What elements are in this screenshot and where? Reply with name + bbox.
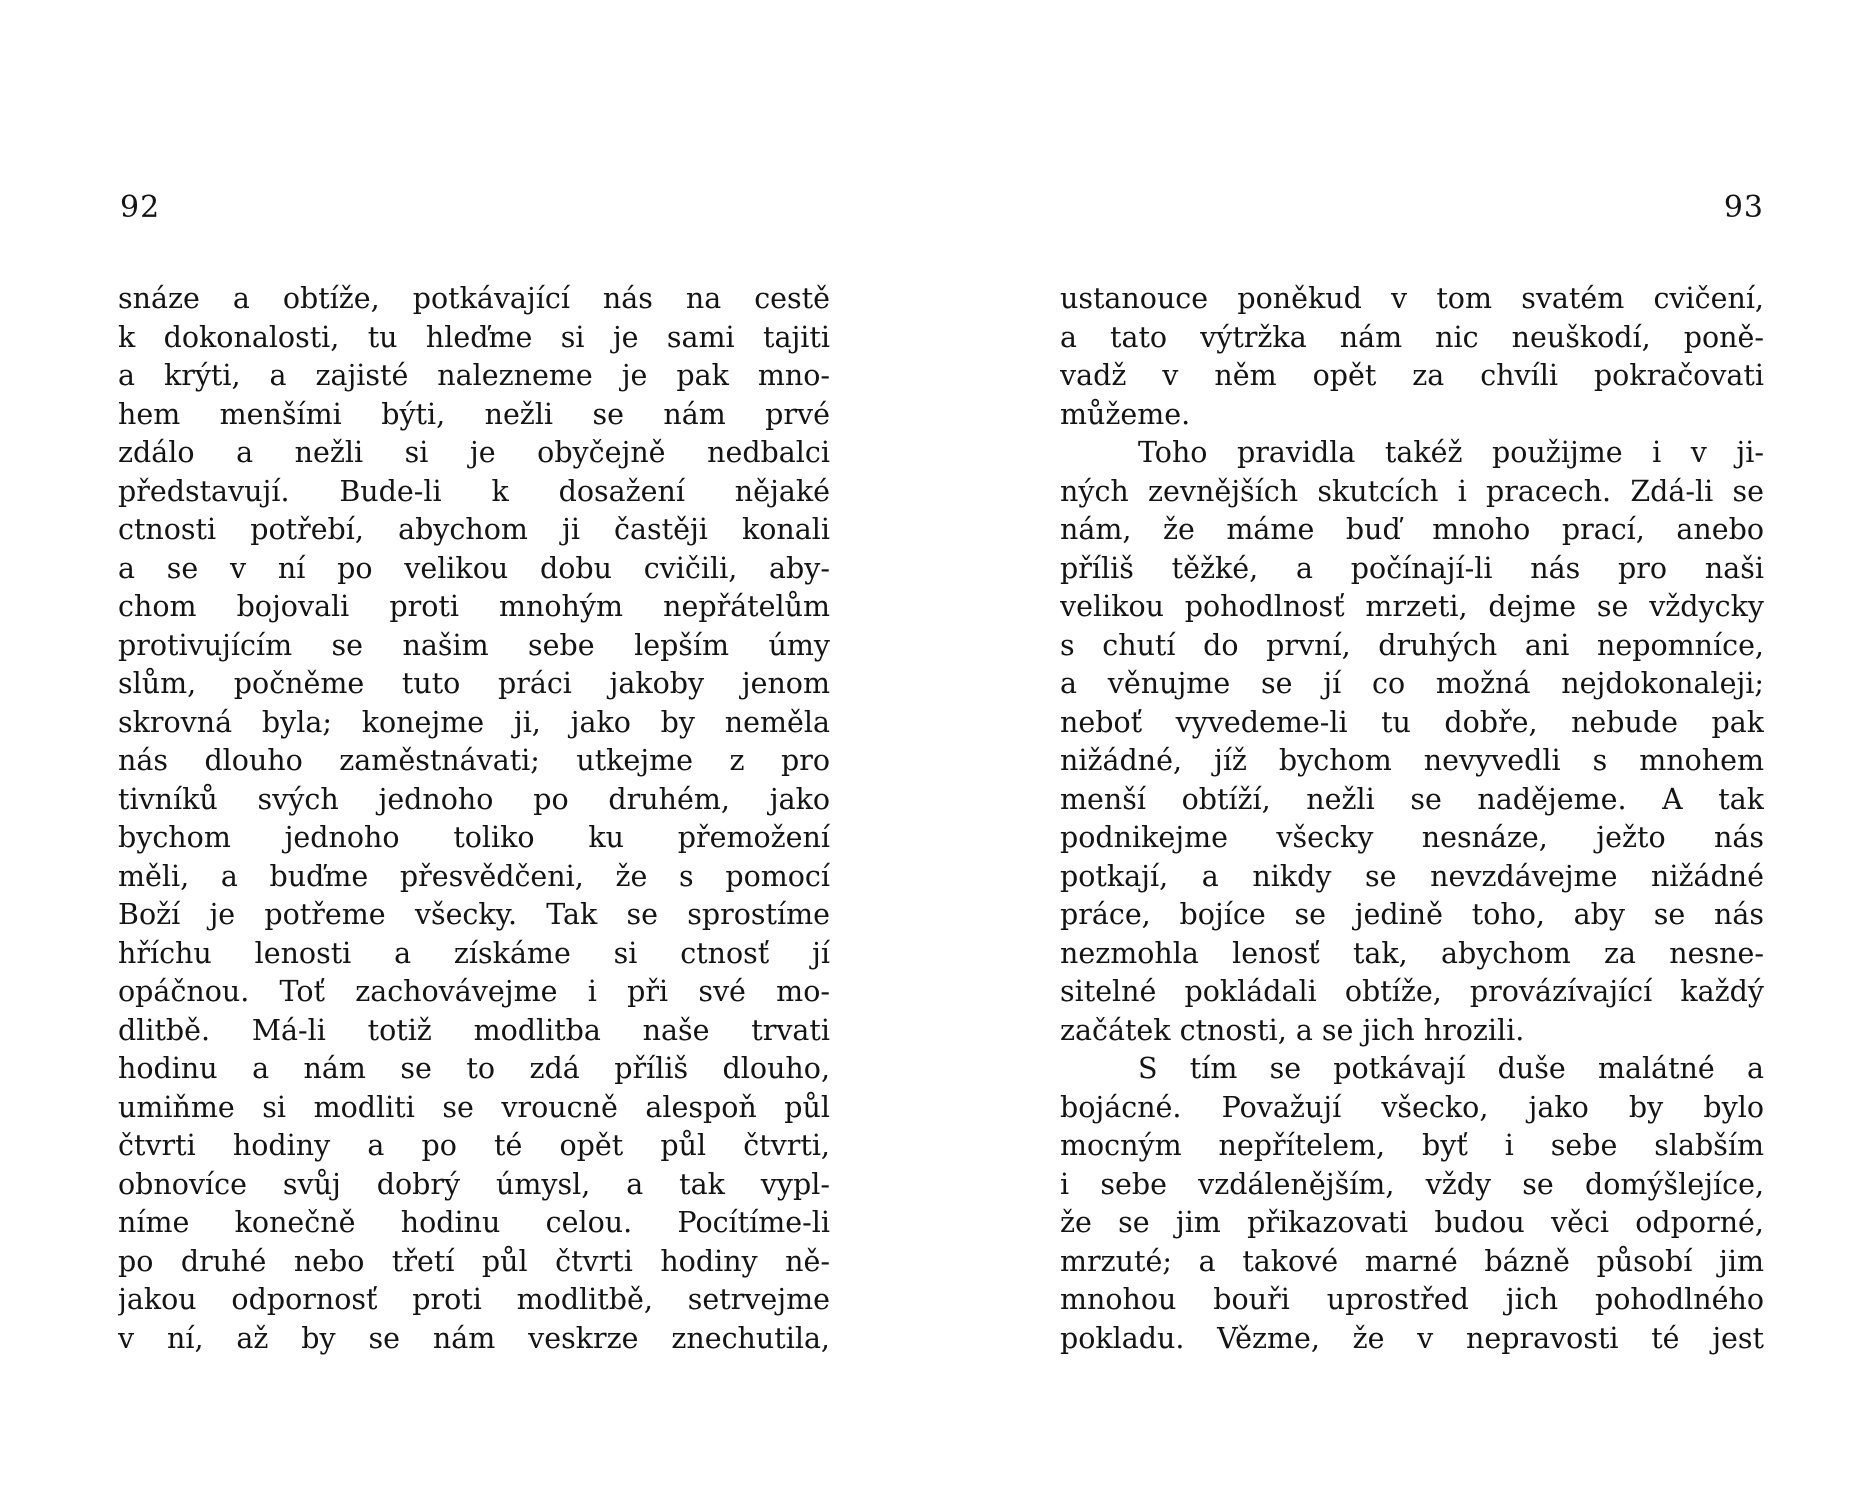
text-line: bychom jednoho toliko ku přemožení [118,821,830,854]
text-line: ctnosti potřebí, abychom ji častěji konali [118,513,830,546]
text-line: mnohou bouři uprostřed jich pohodlného [1060,1283,1764,1316]
paragraph-start-line: Toho pravidla takéž použijme i v ji- [1138,436,1764,469]
text-line: mocným nepřítelem, byť i sebe slabším [1060,1129,1764,1162]
text-line: chom bojovali proti mnohým nepřátelům [118,590,830,623]
right-page-text [1060,280,1764,1358]
text-line: práce, bojíce se jedině toho, aby se nás [1060,898,1764,931]
text-line: menší obtíží, nežli se nadějeme. A tak [1060,782,1764,816]
text-line: podnikejme všecky nesnáze, ježto nás [1060,821,1764,854]
text-line: velikou pohodlnosť mrzeti, dejme se vždycky [1060,590,1764,623]
text-line: dlitbě. Má-li totiž modlitba naše trvati [118,1013,830,1047]
text-line: protivujícím se našim sebe lepším úmy [118,628,830,662]
text-line: neboť vyvedeme-li tu dobře, nebude pak [1060,705,1764,739]
text-line: ustanouce poněkud v tom svatém cvičení, [1060,282,1764,315]
text-line: ných zevnějších skutcích i pracech. Zdá-li se [1060,474,1764,508]
text-line: hříchu lenosti a získáme si ctnosť jí [118,936,830,970]
text-line: Boží je potřeme všecky. Tak se sprostíme [118,898,830,931]
text-line: umiňme si modliti se vroucně alespoň půl [118,1090,830,1124]
page-number-right: 93 [1723,190,1764,225]
text-line: slům, počněme tuto práci jakoby jenom [118,667,830,700]
text-line: že se jim přikazovati budou věci odporné, [1060,1206,1764,1239]
paragraph-end-line: můžeme. [1060,397,1191,431]
text-line: nižádné, jíž bychom nevyvedli s mnohem [1060,744,1764,777]
text-line: snáze a obtíže, potkávající nás na cestě [118,282,830,315]
paragraph-end-line: začátek ctnosti, a se jich hrozili. [1060,1013,1525,1047]
paragraph-start-line: S tím se potkávají duše malátné a [1138,1052,1764,1085]
text-line: a krýti, a zajisté nalezneme je pak mno- [118,359,830,392]
text-line: nezmohla lenosť tak, abychom za nesne- [1060,936,1764,970]
text-line: potkají, a nikdy se nevzdávejme nižádné [1060,859,1764,893]
text-line: a věnujme se jí co možná nejdokonaleji; [1060,667,1764,700]
text-line: a tato výtržka nám nic neuškodí, poně- [1060,320,1764,354]
text-line: a se v ní po velikou dobu cvičili, aby- [118,551,830,585]
text-line: bojácné. Považují všecko, jako by bylo [1060,1090,1764,1124]
text-line: nás dlouho zaměstnávati; utkejme z pro [118,744,830,777]
page-number-left: 92 [120,190,161,225]
text-line: po druhé nebo třetí půl čtvrti hodiny ně- [118,1244,830,1278]
text-line: hodinu a nám se to zdá příliš dlouho, [118,1052,830,1085]
text-line: vadž v něm opět za chvíli pokračovati [1060,359,1764,392]
text-line: zdálo a nežli si je obyčejně nedbalci [118,436,830,469]
text-line: k dokonalosti, tu hleďme si je sami tajiti [118,320,830,354]
text-line: opáčnou. Toť zachovávejme i při své mo- [118,975,830,1008]
text-line: sitelné pokládali obtíže, provázívající každý [1060,975,1764,1008]
text-line: jakou odpornosť proti modlitbě, setrvejme [118,1283,830,1316]
text-line: představují. Bude-li k dosažení nějaké [118,474,830,508]
text-line: v ní, až by se nám veskrze znechutila, [118,1321,830,1355]
text-line: hem menšími býti, nežli se nám prvé [118,397,830,431]
text-line: obnovíce svůj dobrý úmysl, a tak vypl- [118,1167,830,1201]
text-line: tivníků svých jednoho po druhém, jako [118,782,830,816]
text-line: měli, a buďme přesvědčeni, že s pomocí [118,859,830,893]
text-line: nám, že máme buď mnoho prací, anebo [1060,513,1764,546]
text-line: i sebe vzdálenějším, vždy se domýšlejíce, [1060,1167,1764,1201]
text-line: s chutí do první, druhých ani nepomníce, [1060,628,1764,662]
text-line: pokladu. Vězme, že v nepravosti té jest [1060,1321,1764,1355]
text-line: mrzuté; a takové marné bázně působí jim [1060,1244,1764,1278]
text-line: čtvrti hodiny a po té opět půl čtvrti, [118,1129,830,1162]
text-line: níme konečně hodinu celou. Pocítíme-li [118,1206,830,1239]
text-line: příliš těžké, a počínají-li nás pro naši [1060,551,1764,585]
left-page-text [118,280,830,1358]
text-line: skrovná byla; konejme ji, jako by neměla [118,705,830,739]
